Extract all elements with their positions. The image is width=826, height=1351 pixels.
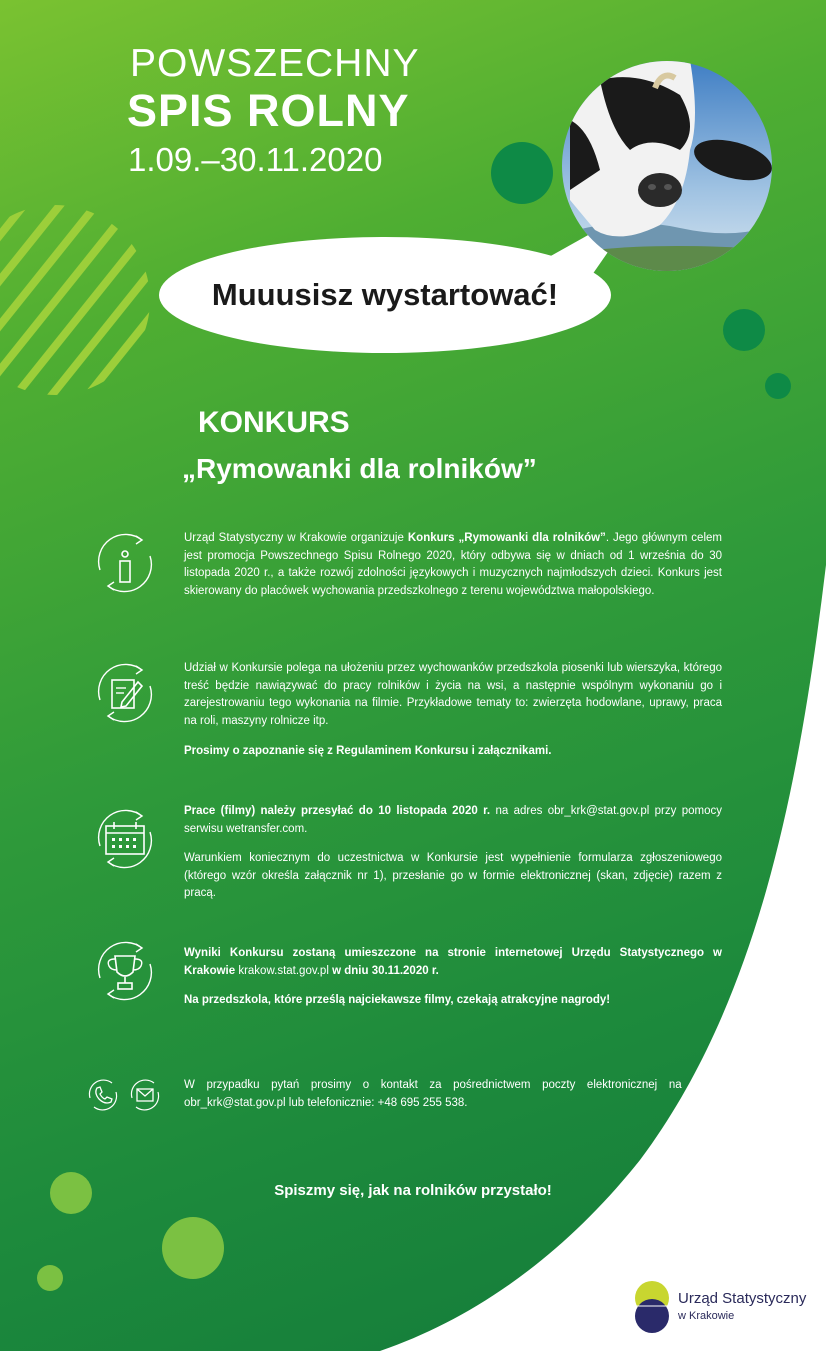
section-3-paragraph-2: Warunkiem koniecznym do uczestnictwa w Konkursie jest wypełnienie formularza zgłoszeniowego (którego wzór określa załącznik nr 1), przesłanie go w formie elektronicznej (skan, zdjęcie) razem z pracą. [184,852,722,899]
light-dot-3 [37,1265,63,1291]
phone-icon [86,1078,120,1112]
s1-text-c: . Jego głównym celem jest promocja Powszechnego Spisu Rolnego 2020, który odbywa się w dniach od 1 września do 30 listopada 2020 r., a także rozwój zdolności językowych i muzycznych najmłodszych dzieci. Konkurs jest skierowany do placówek wychowania przedszkolnego z terenu województwa małopolskiego. [184,532,722,597]
header-dates: 1.09.–30.11.2020 [128,141,383,178]
mail-icon [128,1078,162,1112]
dark-dot-1 [491,142,553,204]
s4-text-a: Wyniki Konkursu zostaną umieszczone na stronie internetowej Urzędu Statystycznego w Krakowie [184,947,722,977]
light-dot-2 [162,1217,224,1279]
contest-label: KONKURS [198,406,350,439]
striped-circle [0,140,180,480]
light-dot-1 [50,1172,92,1214]
logo-name: Urząd Statystyczny [678,1290,807,1307]
s4-date: w dniu 30.11.2020 r. [332,964,439,977]
s1-text-a: Urząd Statystyczny w Krakowie organizuje [184,532,408,544]
bubble-text: Muuusisz wystartować! [211,277,559,312]
section-5-contact: W przypadku pytań prosimy o kontakt za pośrednictwem poczty elektronicznej na adres obr_krk@stat.gov.pl lub telefonicznie: +48 695 255 538. [184,1079,722,1109]
logo-location: w Krakowie [678,1310,735,1322]
s4-url: krakow.stat.gov.pl [235,964,333,977]
edit-document-icon [92,660,158,726]
dark-dot-3 [765,373,791,399]
contest-name: „Rymowanki dla rolników” [182,453,537,484]
section-4-prizes: Na przedszkola, które prześlą najciekawsze filmy, czekają atrakcyjne nagrody! [184,994,611,1006]
s3-text-b: na adres obr_krk@stat.gov.pl przy pomocy serwisu wetransfer.com. [184,805,722,835]
s1-contest-name: Konkurs „Rymowanki dla rolników” [407,532,606,544]
section-1-paragraph [184,530,722,600]
section-2-note: Prosimy o zapoznanie się z Regulaminem Konkursu i załącznikami. [184,745,552,757]
section-2 [184,660,722,761]
dark-dot-2 [723,309,765,351]
section-4 [184,945,722,1010]
section-1 [184,530,722,600]
logo-circle-navy [635,1299,669,1333]
closing-slogan: Spiszmy się, jak na rolników przystało! [274,1182,552,1199]
header-line-2: SPIS ROLNY [127,85,410,136]
trophy-icon [92,938,158,1004]
section-3-paragraph-1 [184,803,722,838]
header-line-1: POWSZECHNY [130,42,420,85]
section-3 [184,803,722,903]
info-icon [92,530,158,596]
s3-deadline: Prace (filmy) należy przesyłać do 10 listopada 2020 r. [184,805,491,817]
section-4-paragraph-1 [184,945,722,980]
section-5 [184,1077,722,1112]
calendar-icon [92,806,158,872]
section-2-paragraph: Udział w Konkursie polega na ułożeniu przez wychowanków przedszkola piosenki lub wierszyka, którego treść będzie nawiązywać do pracy rolników i życia na wsi, a następnie wspólnym wykonaniu go i zarejestrowaniu tego wykonania na filmie. Przykładowe tematy to: zwierzęta hodowlane, uprawy, praca na roli, maszyny rolnicze itp. [184,662,722,727]
